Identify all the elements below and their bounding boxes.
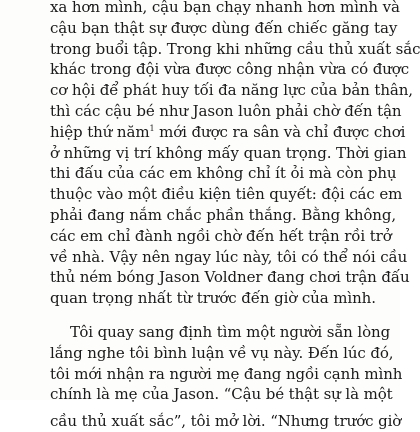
inning-text: hiệp thứ năm — [50, 122, 150, 141]
text-line-cut-off: cầu thủ xuất sắc”, tôi mở lời. “Nhưng trước giờ — [50, 412, 402, 431]
text-line: khác trong đội vừa được công nhận vừa có được — [50, 60, 410, 79]
paragraph-1 — [50, 0, 420, 309]
text-line: thuộc vào một điều kiện tiên quyết: đội các em — [50, 185, 403, 204]
text-line: ở những vị trí không mấy quan trọng. Thời gian — [50, 143, 407, 162]
text-line: thủ ném bóng Jason Voldner đang chơi trận đấu — [50, 268, 410, 287]
text-line: về nhà. Vậy nên ngay lúc này, tôi có thể nói cầu — [50, 247, 408, 266]
text-line-rest: mới được ra sân và chỉ được chơi — [159, 122, 406, 141]
paragraph-gap — [50, 309, 372, 322]
footnote-marker: 1 — [149, 123, 155, 133]
text-line: quan trọng nhất từ trước đến giờ của mình. — [50, 289, 376, 308]
body-text — [50, 0, 420, 431]
text-line: các em chỉ đành ngồi chờ đến hết trận rồi trở — [50, 226, 392, 245]
text-line: cơ hội để phát huy tối đa năng lực của bản thân, — [50, 81, 413, 100]
text-line: trong buổi tập. Trong khi những cầu thủ xuất sắc — [50, 39, 420, 58]
text-line: thi đấu của các em không chỉ ít ỏi mà còn phụ — [50, 164, 397, 183]
text-line: lắng nghe tôi bình luận về vụ này. Đến lúc đó, — [50, 343, 394, 362]
text-line: chính là mẹ của Jason. “Cậu bé thật sự là một — [50, 385, 393, 404]
paragraph-2 — [50, 322, 403, 431]
text-line: tôi mới nhận ra người mẹ đang ngồi cạnh mình — [50, 364, 403, 383]
text-line: cậu bạn thật sự được dùng đến chiếc găng tay — [50, 18, 398, 37]
text-line: phải đang nắm chắc phần thắng. Bằng không, — [50, 205, 397, 224]
text-line: thì các cậu bé như Jason luôn phải chờ đến tận — [50, 101, 402, 120]
text-line: Tôi quay sang định tìm một người sẵn lòng — [70, 322, 391, 341]
text-line — [50, 122, 406, 143]
text-line: xa hơn mình, cậu bạn chạy nhanh hơn mình và — [50, 0, 400, 16]
